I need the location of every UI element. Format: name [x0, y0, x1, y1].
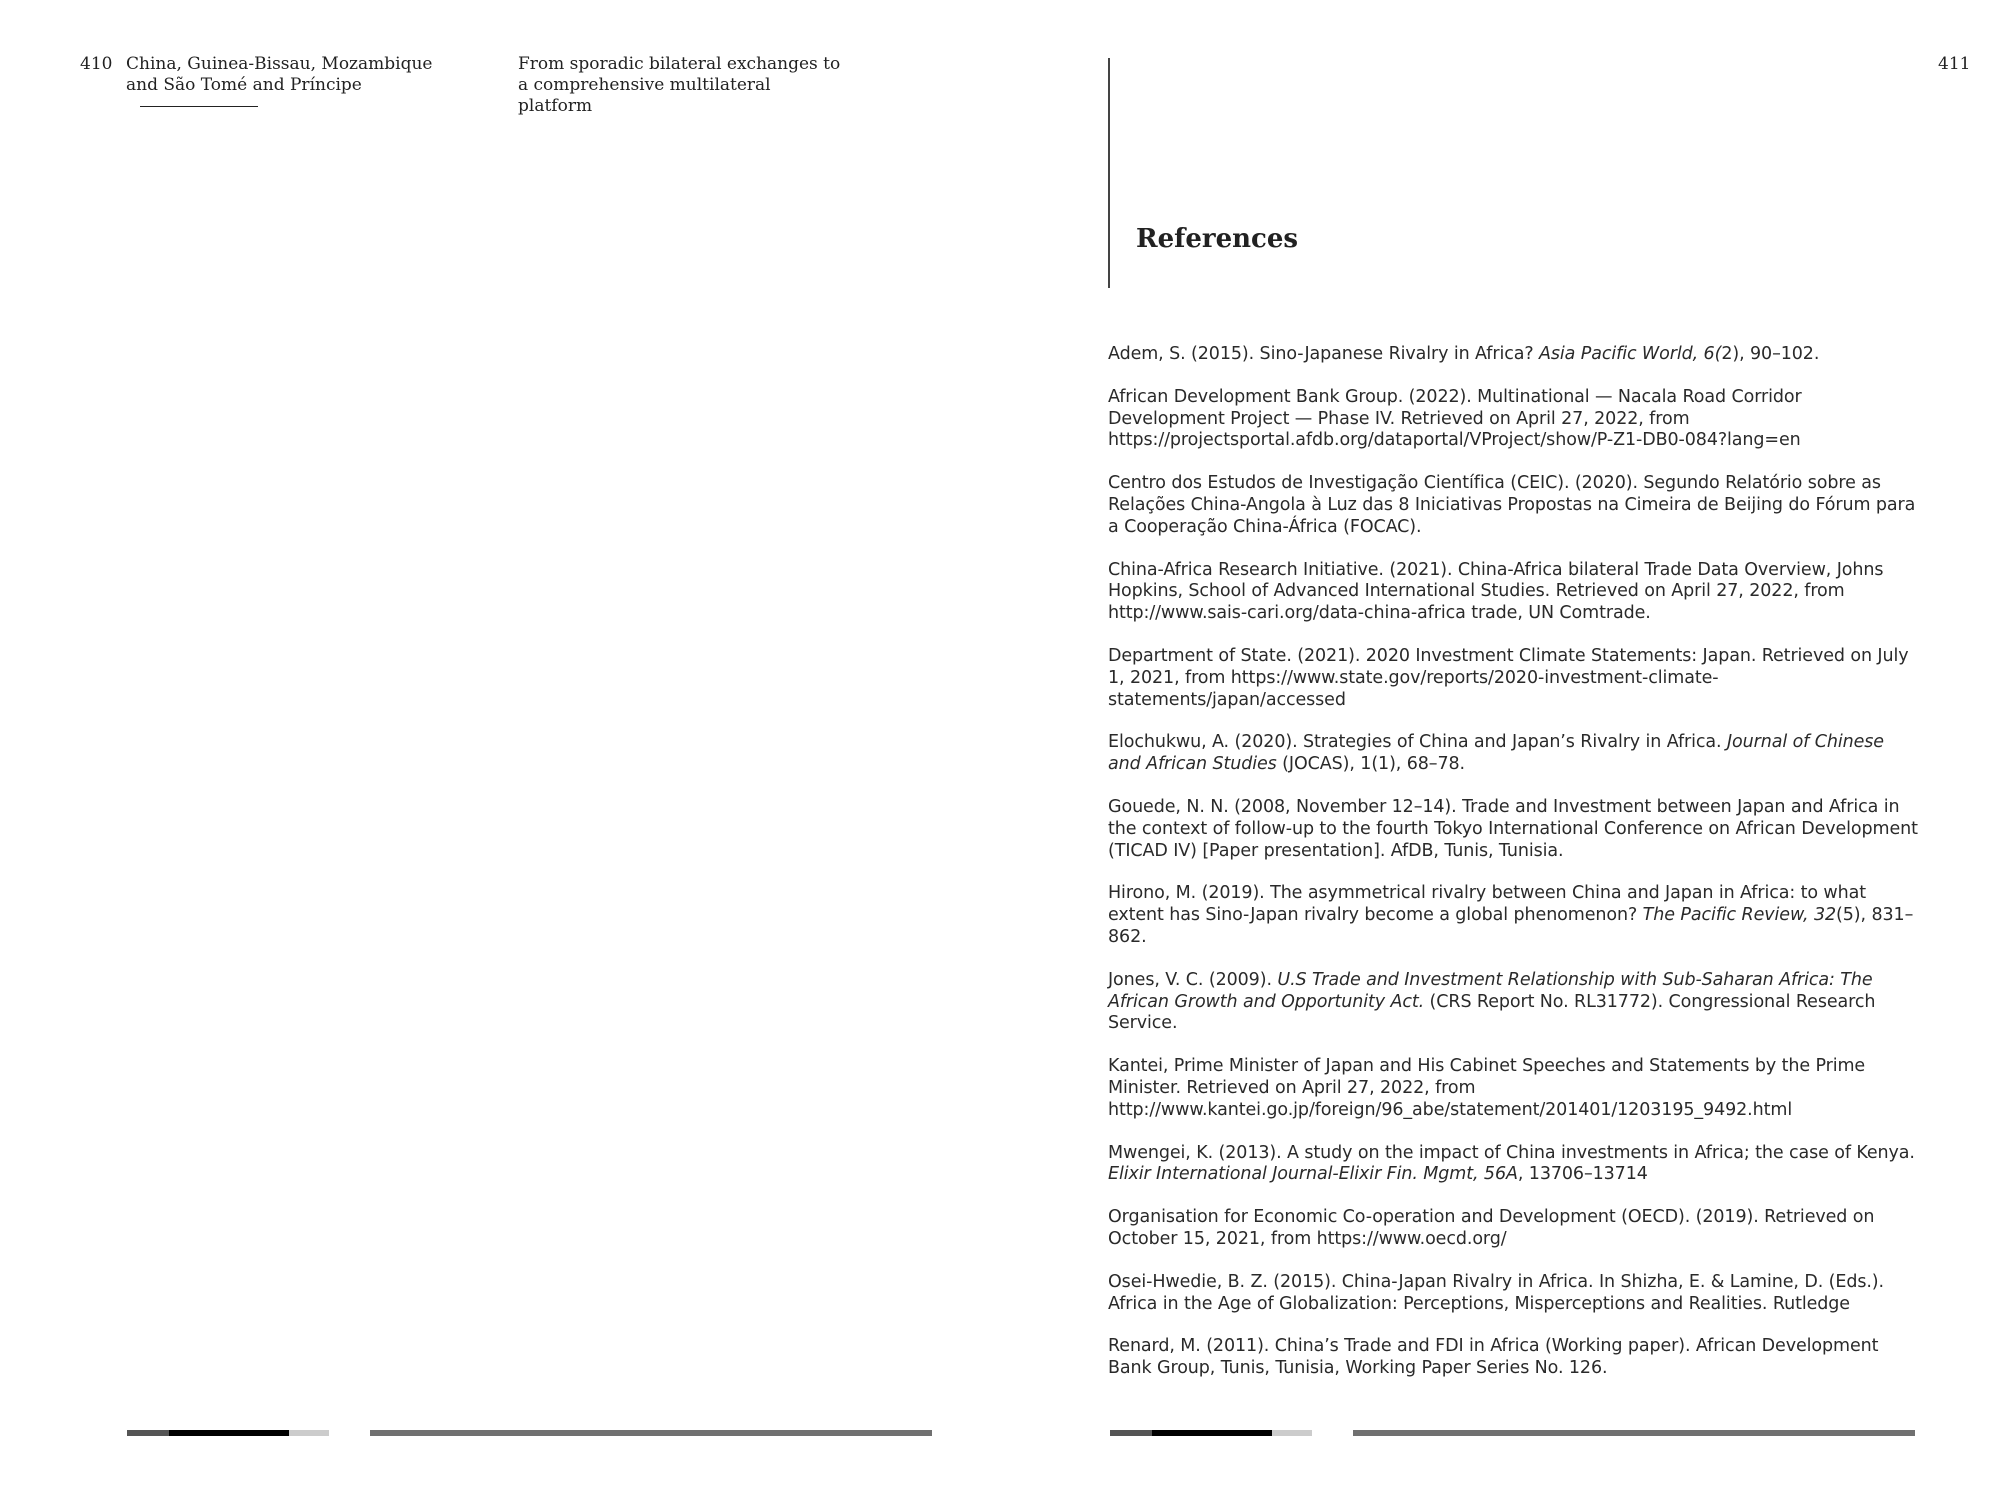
reference-text: Osei-Hwedie, B. Z. (2015). China-Japan Rivalry in Africa. In Shizha, E. & Lamine, D. (Eds.). Africa in the Age of Globalization: Perceptions, Misperceptions and Realities. Rutledge	[1108, 1271, 1885, 1314]
reference-tail: (CRS Report No. RL31772). Congressional Research Service.	[1108, 991, 1876, 1034]
right-bar-seg-light	[1272, 1430, 1312, 1436]
right-footer-progress-bar	[1110, 1430, 1312, 1436]
left-bar-seg-mid	[127, 1430, 169, 1436]
reference-entry	[1108, 1143, 1920, 1187]
right-bar-seg-mid	[1110, 1430, 1152, 1436]
reference-italic-title: Elixir International Journal-Elixir Fin. Mgmt, 56A	[1108, 1164, 1518, 1185]
reference-entry	[1108, 473, 1920, 538]
left-bar-seg-dark	[169, 1430, 289, 1436]
reference-text: Hirono, M. (2019). The asymmetrical rivalry between China and Japan in Africa: to what extent has Sino-Japan rivalry become a global phenomenon?	[1108, 883, 1867, 926]
reference-tail: 2), 90–102.	[1721, 344, 1820, 364]
reference-italic-title: Journal of Chinese and African Studies	[1108, 732, 1884, 775]
reference-text: Mwengei, K. (2013). A study on the impact of China investments in Africa; the case of Kenya.	[1108, 1142, 1915, 1163]
reference-entry	[1108, 1336, 1920, 1380]
reference-entry	[1108, 970, 1920, 1035]
reference-text: Renard, M. (2011). China’s Trade and FDI in Africa (Working paper). African Development Bank Group, Tunis, Tunisia, Working Paper Series No. 126.	[1108, 1336, 1879, 1379]
reference-italic-title: Asia Pacific World, 6(	[1539, 344, 1722, 364]
running-head-book	[126, 54, 456, 117]
reference-text: Elochukwu, A. (2020). Strategies of China and Japan’s Rivalry in Africa.	[1108, 732, 1727, 753]
reference-text: Kantei, Prime Minister of Japan and His Cabinet Speeches and Statements by the Prime Minister. Retrieved on April 27, 2022, from http://www.kantei.go.jp/foreign/96_abe/statement/201401/1203195_9492.html	[1108, 1056, 1866, 1120]
reference-text: Organisation for Economic Co-operation and Development (OECD). (2019). Retrieved on October 15, 2021, from https://www.oecd.org/	[1108, 1207, 1875, 1249]
reference-entry	[1108, 646, 1920, 711]
section-vertical-rule	[1108, 58, 1110, 288]
reference-entry	[1108, 797, 1920, 862]
running-head-rule	[140, 106, 258, 107]
reference-entry	[1108, 1207, 1920, 1251]
reference-entry	[1108, 387, 1920, 452]
right-page-number: 411	[1938, 54, 1971, 74]
right-footer-rule	[1353, 1430, 1915, 1436]
reference-tail: (JOCAS), 1(1), 68–78.	[1276, 754, 1465, 775]
reference-text: China-Africa Research Initiative. (2021). China-Africa bilateral Trade Data Overview, Johns Hopkins, School of Advanced International Studies. Retrieved on April 27, 2022, from http://www.sais-cari.org/data-china-africa trade, UN Comtrade.	[1108, 559, 1884, 624]
references-heading: References	[1136, 224, 1299, 254]
left-footer-progress-bar	[127, 1430, 329, 1436]
reference-italic-title: The Pacific Review, 32	[1642, 905, 1837, 926]
reference-entry	[1108, 344, 1920, 366]
reference-text: Department of State. (2021). 2020 Investment Climate Statements: Japan. Retrieved on July 1, 2021, from https://www.state.gov/reports/2020-investment-climate-statements/japan/accessed	[1108, 645, 1909, 710]
reference-text: Adem, S. (2015). Sino-Japanese Rivalry in Africa?	[1108, 344, 1540, 364]
reference-text: Jones, V. C. (2009).	[1108, 969, 1278, 990]
reference-entry	[1108, 1056, 1920, 1121]
reference-tail: (5), 831–862.	[1108, 905, 1914, 947]
reference-text: Gouede, N. N. (2008, November 12–14). Trade and Investment between Japan and Africa in the context of follow-up to the fourth Tokyo International Conference on African Development (TICAD IV) [Paper presentation]. AfDB, Tunis, Tunisia.	[1108, 796, 1918, 861]
reference-entry	[1108, 732, 1920, 776]
reference-text: African Development Bank Group. (2022). Multinational — Nacala Road Corridor Development Project — Phase IV. Retrieved on April 27, 2022, from https://projectsportal.afdb.org/dataportal/VProject/show/P-Z1-DB0-084?lang=en	[1108, 386, 1802, 451]
running-head-book-text: China, Guinea-Bissau, Mozambique and São Tomé and Príncipe	[126, 54, 433, 95]
reference-italic-title: U.S Trade and Investment Relationship with Sub-Saharan Africa: The African Growth and Opportunity Act.	[1108, 969, 1873, 1012]
running-head-chapter: From sporadic bilateral exchanges to a comprehensive multilateral platform	[518, 54, 841, 116]
reference-tail: , 13706–13714	[1517, 1164, 1648, 1185]
left-bar-seg-light	[289, 1430, 329, 1436]
left-footer-rule	[370, 1430, 932, 1436]
reference-list	[1108, 344, 1920, 1401]
reference-entry	[1108, 560, 1920, 625]
right-bar-seg-dark	[1152, 1430, 1272, 1436]
reference-text: Centro dos Estudos de Investigação Científica (CEIC). (2020). Segundo Relatório sobre as Relações China-Angola à Luz das 8 Iniciativas Propostas na Cimeira de Beijing do Fórum para a Cooperação China-África (FOCAC).	[1108, 473, 1916, 537]
reference-entry	[1108, 883, 1920, 948]
reference-entry	[1108, 1272, 1920, 1316]
left-page-number: 410	[80, 54, 113, 74]
